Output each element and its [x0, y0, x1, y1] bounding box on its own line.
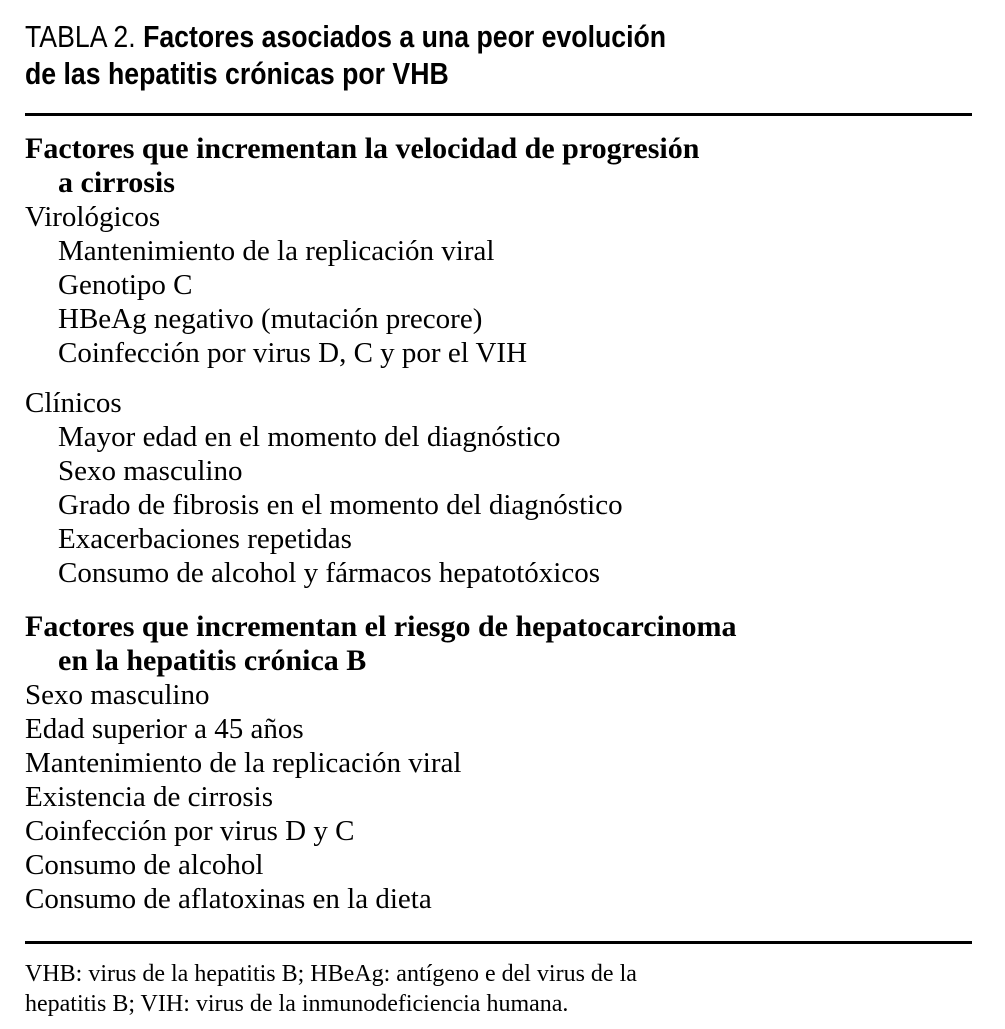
list-item: Consumo de alcohol — [25, 849, 264, 881]
section2-heading — [25, 610, 985, 678]
table-label: TABLA 2. — [25, 19, 136, 54]
table-footnote — [25, 959, 985, 1019]
top-rule — [25, 113, 972, 116]
list-item: Mantenimiento de la replicación viral — [58, 235, 495, 267]
list-item: Exacerbaciones repetidas — [58, 523, 352, 555]
section2-heading-line1: Factores que incrementan el riesgo de hepatocarcinoma — [25, 610, 737, 643]
footnote-line1: VHB: virus de la hepatitis B; HBeAg: antígeno e del virus de la — [25, 961, 637, 987]
bottom-rule — [25, 941, 972, 944]
section1-heading-line1: Factores que incrementan la velocidad de progresión — [25, 132, 700, 165]
list-item: Grado de fibrosis en el momento del diagnóstico — [58, 489, 623, 521]
list-item: Coinfección por virus D, C y por el VIH — [58, 337, 528, 369]
table-title — [25, 18, 851, 92]
list-item: Consumo de aflatoxinas en la dieta — [25, 883, 432, 915]
list-item: Coinfección por virus D y C — [25, 815, 355, 847]
table-title-line2: de las hepatitis crónicas por VHB — [25, 56, 449, 91]
table-body — [25, 132, 985, 916]
list-item: Sexo masculino — [58, 455, 243, 487]
list-item: Sexo masculino — [25, 679, 210, 711]
table-title-line1: Factores asociados a una peor evolución — [143, 19, 667, 54]
section1-heading-line2: a cirrosis — [58, 166, 175, 199]
group-heading-virologicos: Virológicos — [25, 201, 161, 233]
list-item: Mantenimiento de la replicación viral — [25, 747, 462, 779]
list-item: HBeAg negativo (mutación precore) — [58, 303, 483, 335]
section1-heading — [25, 132, 985, 200]
list-item: Edad superior a 45 años — [25, 713, 304, 745]
group-heading-clinicos: Clínicos — [25, 387, 122, 419]
section2-heading-line2: en la hepatitis crónica B — [58, 644, 367, 677]
list-item: Mayor edad en el momento del diagnóstico — [58, 421, 561, 453]
list-item: Existencia de cirrosis — [25, 781, 274, 813]
list-item: Genotipo C — [58, 269, 193, 301]
footnote-line2: hepatitis B; VIH: virus de la inmunodeficiencia humana. — [25, 991, 569, 1017]
list-item: Consumo de alcohol y fármacos hepatotóxicos — [58, 557, 601, 589]
